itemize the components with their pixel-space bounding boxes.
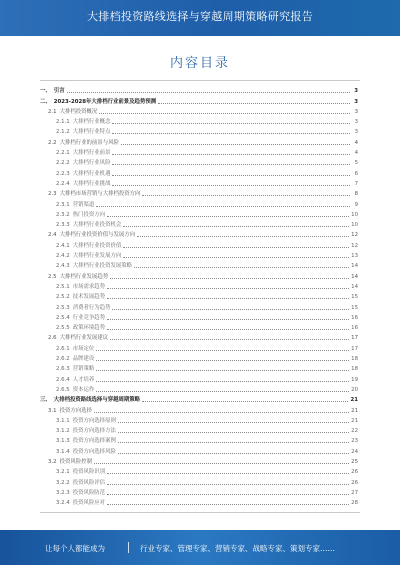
toc-entry-number: 2.2.3 [56, 170, 70, 177]
toc-entry-number: 2.4.2 [56, 253, 70, 260]
toc-entry-title: 大排档投资概况 [59, 108, 98, 115]
toc-entry-title: 消费者行为趋势 [72, 304, 111, 311]
toc-entry-page: 26 [351, 479, 358, 486]
toc-entry-number: 2.6 [48, 335, 57, 342]
toc-entry[interactable] [40, 393, 358, 403]
toc-entry-page: 3 [354, 129, 358, 136]
toc-entry-page: 16 [351, 314, 358, 321]
toc-entry-number: 3.1.3 [56, 438, 70, 445]
toc-leader-dots [123, 256, 349, 258]
toc-entry-page: 22 [351, 428, 358, 435]
toc-entry-number: 2.5.5 [56, 325, 70, 332]
toc-entry[interactable] [40, 311, 358, 321]
toc-entry[interactable] [40, 135, 358, 145]
toc-entry-title: 投资方向选择方法 [72, 428, 116, 435]
toc-leader-dots [96, 390, 349, 392]
toc-leader-dots [112, 184, 350, 186]
toc-leader-dots [107, 215, 349, 217]
toc-entry[interactable] [40, 341, 358, 351]
toc-entry[interactable] [40, 280, 358, 290]
toc-entry-number: 2.2.2 [56, 160, 70, 167]
toc-entry[interactable] [40, 414, 358, 424]
toc-entry-number: 2.5 [48, 273, 57, 280]
toc-entry-title: 营销渠道 [72, 201, 95, 208]
toc-entry-number: 2.1.1 [56, 119, 70, 126]
toc-entry[interactable] [40, 238, 358, 248]
toc-leader-dots [142, 194, 350, 196]
toc-leader-dots [94, 462, 349, 464]
toc-leader-dots [110, 338, 349, 340]
toc-leader-dots [96, 369, 349, 371]
toc-leader-dots [107, 472, 349, 474]
toc-entry-page: 12 [351, 232, 358, 239]
toc-entry[interactable] [40, 300, 358, 310]
toc-leader-dots [112, 132, 350, 134]
toc-leader-dots [123, 246, 349, 248]
toc-entry-number: 2.6.5 [56, 386, 70, 393]
toc-entry-title: 大排档行业概念 [72, 119, 111, 126]
toc-entry-page: 17 [351, 345, 358, 352]
toc-entry-number: 2.1 [48, 108, 57, 115]
toc-entry[interactable] [40, 218, 358, 228]
toc-leader-dots [96, 349, 349, 351]
toc-entry-page: 14 [351, 273, 358, 280]
toc-entry-number: 3.2.1 [56, 469, 70, 476]
toc-entry-title: 投资风险应对 [72, 500, 106, 507]
toc-entry-title: 政策环境趋势 [72, 325, 106, 332]
toc-entry-page: 4 [354, 150, 358, 157]
toc-leader-dots [112, 122, 350, 124]
toc-entry[interactable] [40, 362, 358, 372]
toc-entry-title: 品牌建设 [72, 356, 95, 363]
toc-entry-number: 3.1.4 [56, 448, 70, 455]
toc-heading: 内容目录 [169, 56, 230, 71]
toc-entry-page: 21 [351, 417, 358, 424]
toc-leader-dots [96, 380, 349, 382]
toc-entry-number: 2.2 [48, 139, 57, 146]
toc-leader-dots [112, 163, 350, 165]
toc-entry-title: 投资风险识别 [72, 469, 106, 476]
footer-slogan: 让每个人都能成为 [45, 544, 105, 553]
toc-entry[interactable] [40, 228, 358, 238]
footer-roles: 行业专家、管理专家、营销专家、战略专家、策划专家…… [140, 544, 335, 553]
toc-entry[interactable] [40, 115, 358, 125]
toc-entry-title: 大排档行业投资价值 [72, 242, 122, 249]
toc-entry-page: 3 [354, 98, 358, 105]
toc-entry-title: 投资方向选择风险 [72, 448, 116, 455]
toc-entry-page: 9 [354, 201, 358, 208]
toc-entry-page: 21 [350, 397, 358, 404]
toc-leader-dots [96, 205, 350, 207]
toc-entry-title: 投资方向选择案例 [72, 438, 116, 445]
toc-entry-number: 2.5.2 [56, 294, 70, 301]
toc-entry-page: 18 [351, 366, 358, 373]
toc-entry-title: 大排档行业发展趋势 [59, 273, 109, 280]
report-footer [0, 530, 400, 565]
toc-entry-number: 3.1.1 [56, 417, 70, 424]
toc-entry-page: 4 [354, 139, 358, 146]
footer-separator [128, 542, 129, 553]
toc-entry-title: 大排档行业机遇 [72, 170, 111, 177]
toc-entry-page: 17 [351, 335, 358, 342]
toc-entry[interactable] [40, 269, 358, 279]
toc-entry[interactable] [40, 321, 358, 331]
toc-entry-title: 大排档行业投资价值与发展方向 [59, 232, 136, 239]
toc-leader-dots [137, 235, 349, 237]
toc-entry-number: 3.2.2 [56, 479, 70, 486]
toc-entry[interactable] [40, 249, 358, 259]
toc-entry[interactable] [40, 383, 358, 393]
toc-leader-dots [112, 174, 350, 176]
toc-entry[interactable] [40, 372, 358, 382]
toc-entry-number: 2.3.2 [56, 211, 70, 218]
toc-leader-dots [94, 411, 349, 413]
toc-entry-page: 23 [351, 438, 358, 445]
toc-entry[interactable] [40, 166, 358, 176]
toc-entry-number: 2.4.3 [56, 263, 70, 270]
table-of-contents [40, 84, 358, 506]
toc-entry-number: 2.5.1 [56, 283, 70, 290]
toc-entry-number: 2.6.3 [56, 366, 70, 373]
toc-leader-dots [118, 452, 349, 454]
toc-leader-dots [110, 277, 349, 279]
toc-top-divider [40, 80, 360, 81]
toc-leader-dots [107, 483, 349, 485]
toc-entry-title: 投资风险控制 [59, 458, 92, 465]
toc-entry-number: 3.2.4 [56, 500, 70, 507]
toc-entry[interactable] [40, 146, 358, 156]
toc-entry[interactable] [40, 84, 358, 94]
report-header [0, 0, 400, 36]
toc-entry[interactable] [40, 486, 358, 496]
toc-entry-page: 25 [351, 458, 358, 465]
toc-entry-page: 27 [351, 489, 358, 496]
toc-entry-title: 资本运作 [72, 386, 95, 393]
toc-entry-page: 15 [351, 304, 358, 311]
toc-entry-title: 大排档行业发展建议 [59, 335, 109, 342]
toc-entry-title: 营销策略 [72, 366, 95, 373]
toc-entry-title: 投资风险防范 [72, 489, 106, 496]
toc-entry-number: 3.2.3 [56, 489, 70, 496]
toc-entry-number: 3.2 [48, 458, 57, 465]
toc-entry[interactable] [40, 434, 358, 444]
toc-entry-title: 大排档行业投资机会 [72, 222, 122, 229]
toc-entry-title: 大排档行业风险 [72, 160, 111, 167]
toc-leader-dots [158, 102, 350, 104]
toc-entry-title: 热门投资方向 [72, 211, 106, 218]
toc-leader-dots [67, 91, 350, 93]
toc-entry-number: 2.4.1 [56, 242, 70, 249]
toc-entry-number: 2.3 [48, 191, 57, 198]
toc-entry[interactable] [40, 465, 358, 475]
toc-leader-dots [107, 297, 349, 299]
toc-entry-page: 24 [351, 448, 358, 455]
report-title: 大排档投资路线选择与穿越周期策略研究报告 [87, 10, 313, 23]
toc-entry-title: 投资风险评估 [72, 479, 106, 486]
toc-entry[interactable] [40, 444, 358, 454]
toc-leader-dots [134, 266, 349, 268]
toc-entry-title: 大排档行业特点 [72, 129, 111, 136]
toc-entry[interactable] [40, 125, 358, 135]
toc-entry[interactable] [40, 424, 358, 434]
toc-entry[interactable] [40, 208, 358, 218]
toc-entry-number: 三、 [40, 397, 51, 404]
toc-leader-dots [99, 112, 350, 114]
toc-leader-dots [118, 441, 349, 443]
toc-entry[interactable] [40, 496, 358, 506]
toc-entry-page: 5 [354, 160, 358, 167]
toc-entry-number: 2.1.2 [56, 129, 70, 136]
toc-entry-title: 引言 [53, 88, 65, 95]
toc-entry-page: 7 [354, 180, 358, 187]
toc-entry-page: 15 [351, 294, 358, 301]
toc-entry-title: 大排档行业投资发展策略 [72, 263, 133, 270]
toc-entry-number: 二、 [40, 98, 51, 105]
toc-entry-page: 10 [351, 222, 358, 229]
toc-entry-title: 2023-2028年大排档行业前景及趋势预测 [53, 98, 157, 105]
toc-entry-number: 2.5.4 [56, 314, 70, 321]
toc-entry[interactable] [40, 403, 358, 413]
toc-entry-page: 26 [351, 469, 358, 476]
toc-leader-dots [107, 493, 349, 495]
toc-entry-page: 16 [351, 325, 358, 332]
toc-entry-title: 大排档行业的前景与风险 [59, 139, 119, 146]
toc-entry[interactable] [40, 94, 358, 104]
toc-entry[interactable] [40, 455, 358, 465]
toc-leader-dots [118, 431, 349, 433]
toc-entry-number: 一、 [40, 88, 51, 95]
toc-entry-page: 13 [351, 253, 358, 260]
toc-leader-dots [121, 143, 350, 145]
toc-entry[interactable] [40, 105, 358, 115]
toc-entry-page: 21 [351, 407, 358, 414]
toc-entry-page: 10 [351, 211, 358, 218]
toc-entry-number: 2.2.4 [56, 180, 70, 187]
toc-entry-title: 技术发展趋势 [72, 294, 106, 301]
toc-leader-dots [118, 421, 349, 423]
toc-entry[interactable] [40, 290, 358, 300]
toc-entry-page: 3 [354, 119, 358, 126]
toc-leader-dots [107, 318, 349, 320]
toc-entry-title: 大排档行业挑战 [72, 180, 111, 187]
toc-entry-title: 市场定位 [72, 345, 95, 352]
toc-entry-title: 市场需求趋势 [72, 283, 106, 290]
toc-entry[interactable] [40, 197, 358, 207]
toc-entry-title: 大排档投资路线选择与穿越周期策略 [53, 397, 141, 404]
toc-entry-number: 3.1 [48, 407, 57, 414]
toc-bottom-divider [40, 512, 360, 513]
toc-entry-page: 3 [354, 88, 358, 95]
toc-entry-number: 2.6.2 [56, 356, 70, 363]
toc-entry-title: 大排档市场营销与大排档投资方向 [59, 191, 141, 198]
toc-entry[interactable] [40, 187, 358, 197]
toc-entry[interactable] [40, 352, 358, 362]
toc-entry-number: 2.3.1 [56, 201, 70, 208]
toc-entry-title: 投资方向选择 [59, 407, 92, 414]
toc-entry-page: 19 [351, 376, 358, 383]
toc-entry-number: 3.1.2 [56, 428, 70, 435]
toc-entry-number: 2.2.1 [56, 150, 70, 157]
toc-entry-title: 投资方向选择原则 [72, 417, 116, 424]
toc-entry[interactable] [40, 156, 358, 166]
toc-entry-number: 2.5.3 [56, 304, 70, 311]
toc-entry-page: 14 [351, 283, 358, 290]
toc-leader-dots [107, 328, 349, 330]
toc-entry-title: 行业竞争趋势 [72, 314, 106, 321]
toc-entry-page: 8 [354, 191, 358, 198]
toc-entry[interactable] [40, 331, 358, 341]
toc-leader-dots [112, 153, 350, 155]
toc-entry-number: 2.4 [48, 232, 57, 239]
toc-entry[interactable] [40, 475, 358, 485]
toc-entry-page: 18 [351, 356, 358, 363]
toc-entry-page: 3 [354, 108, 358, 115]
toc-leader-dots [123, 225, 349, 227]
toc-entry-page: 12 [351, 242, 358, 249]
toc-entry-page: 28 [351, 500, 358, 507]
toc-entry[interactable] [40, 177, 358, 187]
toc-leader-dots [107, 503, 349, 505]
toc-entry-page: 14 [351, 263, 358, 270]
toc-entry-title: 大排档行业发展方向 [72, 253, 122, 260]
toc-entry-number: 2.6.1 [56, 345, 70, 352]
toc-leader-dots [112, 308, 349, 310]
toc-entry-page: 6 [354, 170, 358, 177]
toc-leader-dots [142, 400, 348, 402]
toc-entry-page: 20 [351, 386, 358, 393]
toc-entry-number: 2.3.3 [56, 222, 70, 229]
toc-leader-dots [96, 359, 349, 361]
toc-leader-dots [107, 287, 349, 289]
toc-entry-title: 大排档行业前景 [72, 150, 111, 157]
toc-entry-number: 2.6.4 [56, 376, 70, 383]
toc-entry[interactable] [40, 259, 358, 269]
toc-entry-title: 人才培养 [72, 376, 95, 383]
